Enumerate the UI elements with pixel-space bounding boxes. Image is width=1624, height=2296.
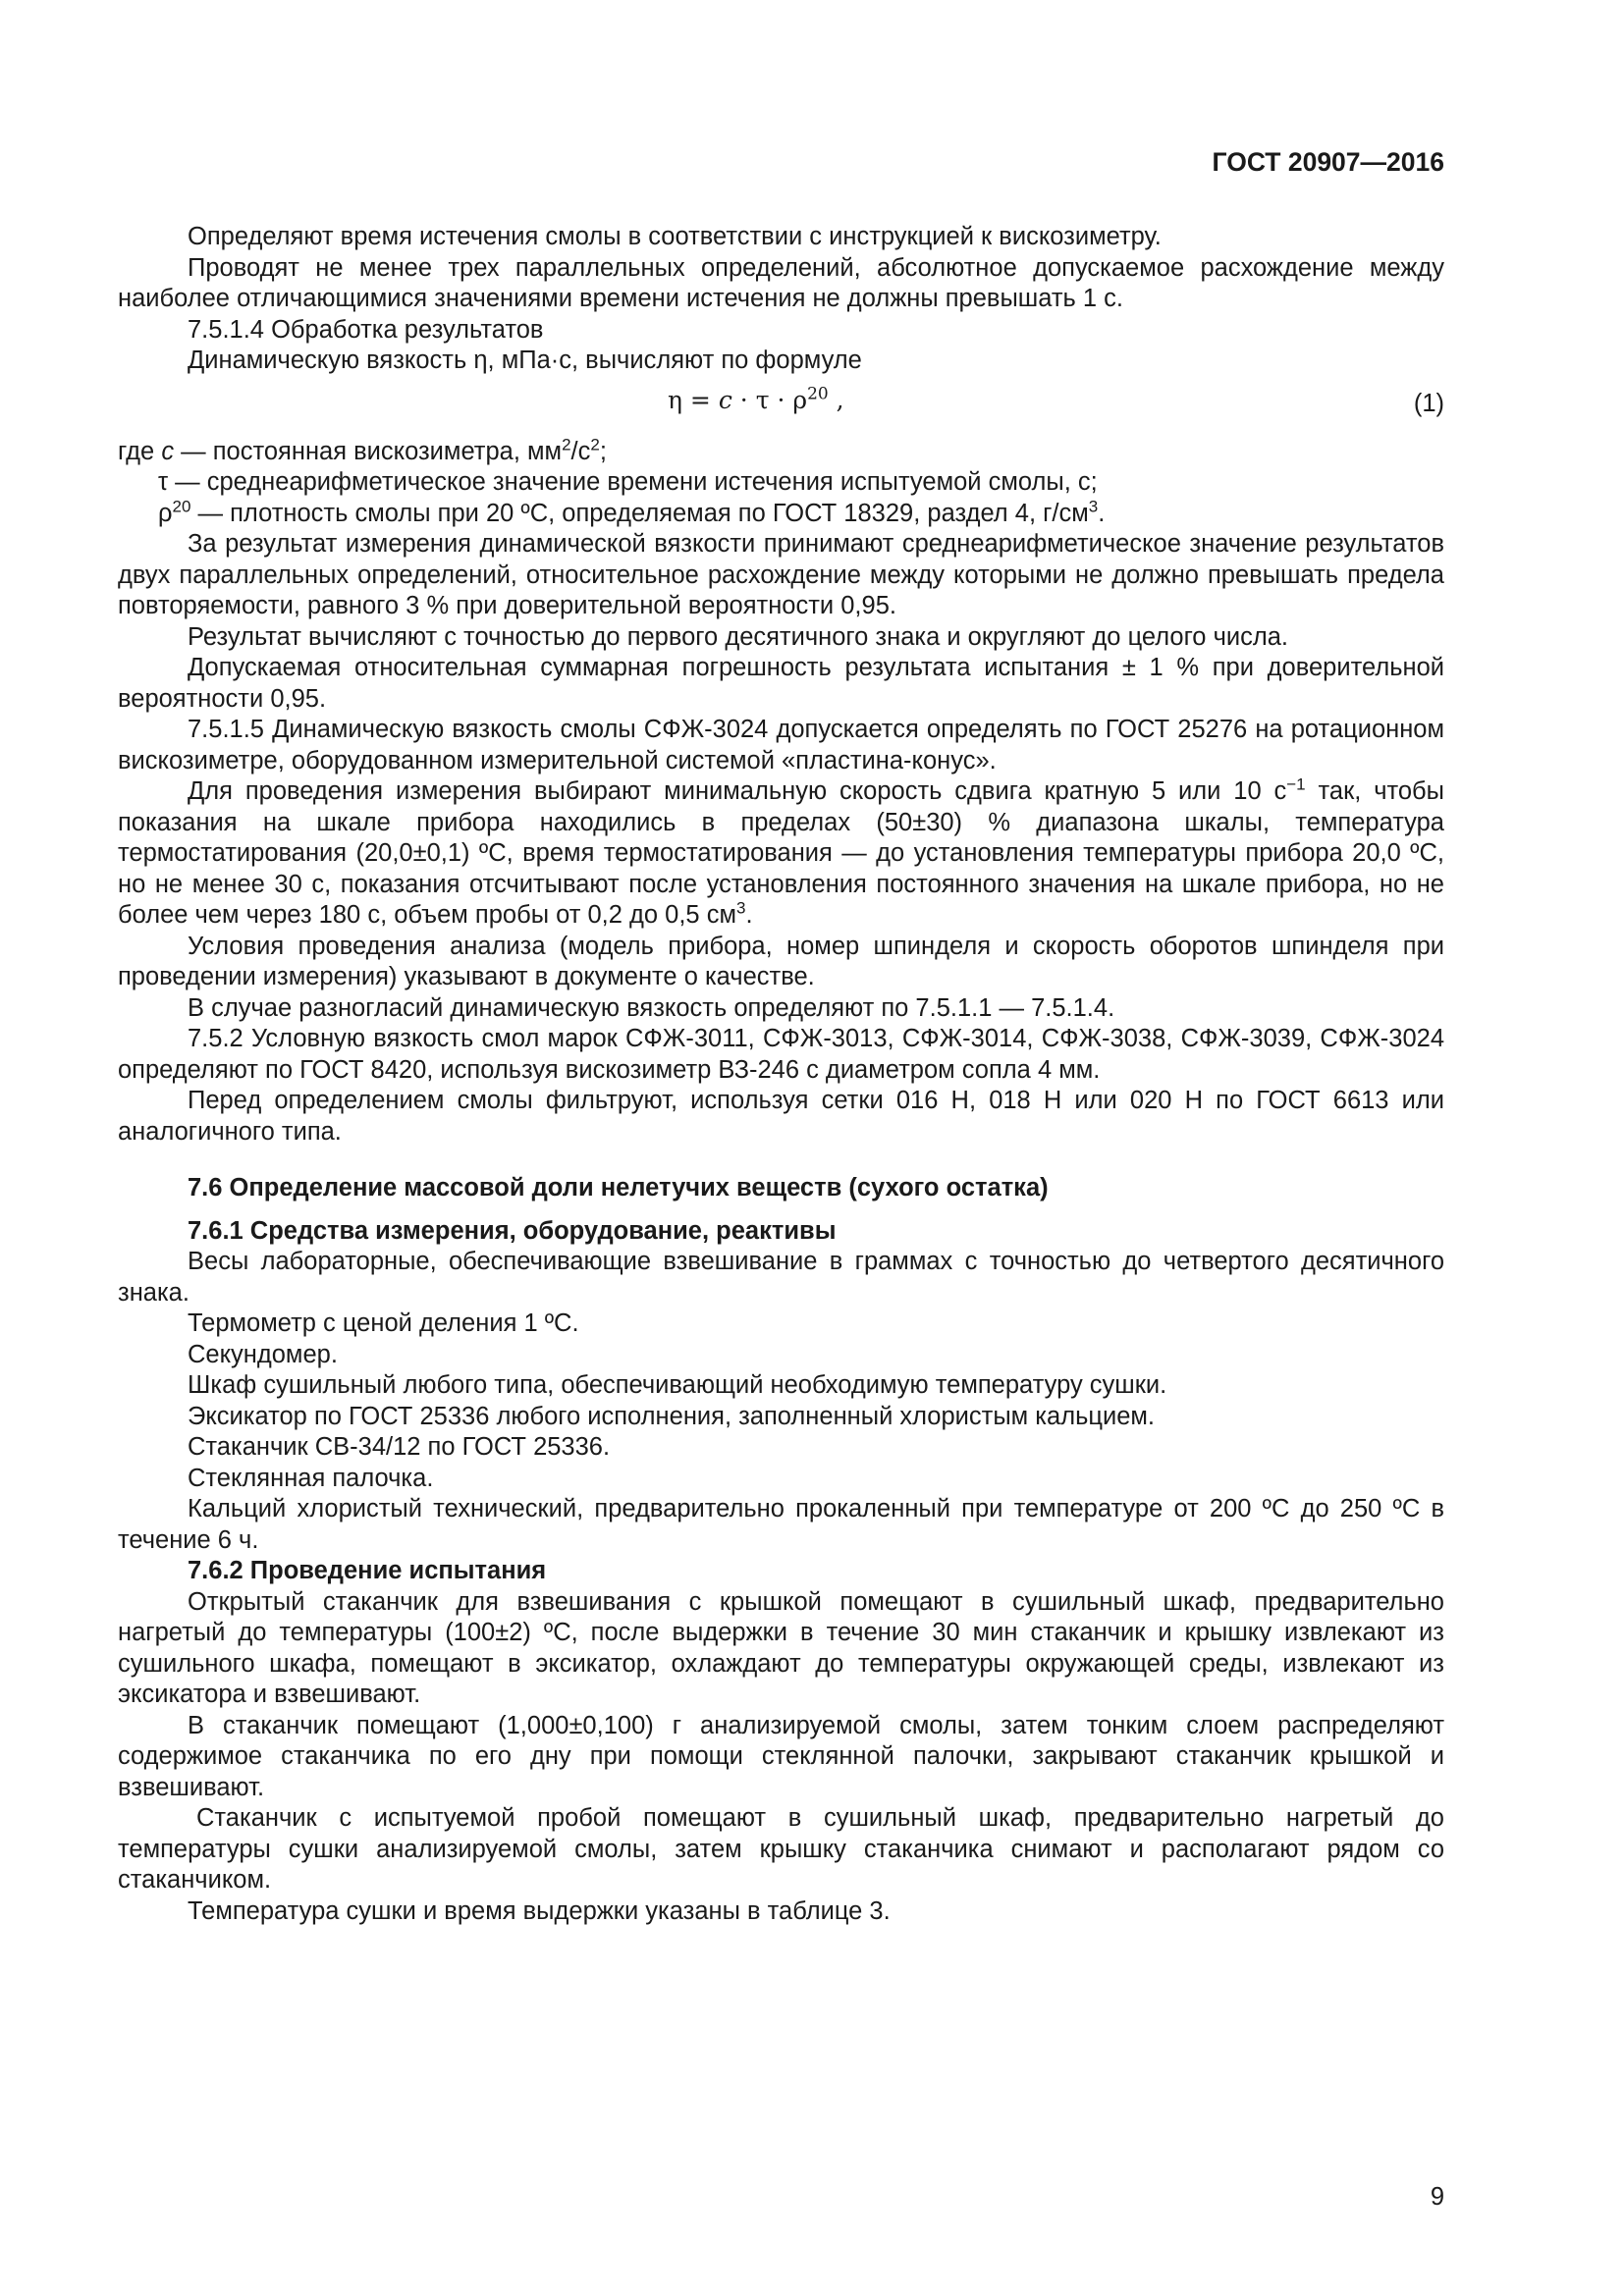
definition-c: где c — постоянная вискозиметра, $мм^2/с^2$; — [118, 435, 607, 465]
paragraph: Для проведения измерения выбирают минимальную скорость сдвига кратную 5 или 10 $с^{-1}$ так, чтобы показания на шкале прибора находились в пределах (50±30) % диапазона шкалы, температура термостатирования (20,0±0,1) ºС, время термостатирования — до установления температуры прибора 20,0 ºС, но не менее 30 с, показания отсчитывают после установления постоянного значения на шкале прибора, но не более чем через 180 с, объем пробы от 0,2 до 0,5 $см^3$. — [118, 774, 1444, 929]
subsection-heading: 7.6.1 Средства измерения, оборудование, реактивы — [188, 1216, 837, 1245]
subsection-heading: 7.6.2 Проведение испытания — [188, 1557, 547, 1584]
paragraph: Температура сушки и время выдержки указаны в таблице 3. — [188, 1896, 891, 1925]
paragraph: Эксикатор по ГОСТ 25336 любого исполнения, заполненный хлористым кальцием. — [188, 1402, 1155, 1430]
formula-number: (1) — [1413, 389, 1444, 417]
formula-c: c — [718, 385, 732, 414]
document-body — [118, 222, 1444, 1927]
clause-heading: 7.5.1.4 Обработка результатов — [188, 315, 544, 344]
paragraph: Результат вычисляют с точностью до первого десятичного знака и округляют до целого числа. — [188, 622, 1289, 651]
definition-tau: τ — среднеарифметическое значение времени истечения испытуемой смолы, с; — [158, 468, 1098, 496]
document-header: ГОСТ 20907—2016 — [1212, 147, 1444, 177]
paragraph: В стаканчик помещают (1,000±0,100) г анализируемой смолы, затем тонким слоем распределяют содержимое стаканчика по его дну при помощи стеклянной палочки, закрывают стаканчик крышкой и взвешивают. — [118, 1711, 1444, 1801]
formula-eta: η — [668, 385, 682, 414]
definition-rho: $\rho^{20}$ — плотность смолы при 20 ºС, определяемая по ГОСТ 18329, раздел 4, $г/см^3$. — [158, 497, 1106, 527]
variable-definitions — [118, 437, 1444, 530]
formula-equals: = — [681, 385, 719, 414]
paragraph: Перед определением смолы фильтруют, используя сетки 016 Н, 018 Н или 020 Н по ГОСТ 6613 или аналогичного типа. — [118, 1087, 1444, 1146]
formula-block — [118, 385, 1444, 432]
paragraph: В случае разногласий динамическую вязкость определяют по 7.5.1.1 — 7.5.1.4. — [188, 993, 1115, 1022]
paragraph: 7.5.1.5 Динамическую вязкость смолы СФЖ-3024 допускается определять по ГОСТ 25276 на ротационном вискозиметре, оборудованном измерительной системой «пластина-конус». — [118, 716, 1444, 774]
paragraph: Динамическую вязкость η, мПа·с, вычисляют по формуле — [188, 347, 862, 374]
paragraph: Шкаф сушильный любого типа, обеспечивающий необходимую температуру сушки. — [188, 1371, 1167, 1399]
paragraph: Секундомер. — [188, 1340, 338, 1368]
formula-expression — [668, 385, 844, 416]
section-heading: 7.6 Определение массовой доли нелетучих веществ (сухого остатка) — [188, 1174, 1049, 1201]
paragraph: Стеклянная палочка. — [188, 1464, 434, 1492]
formula-superscript: 20 — [807, 384, 829, 404]
paragraph: Стаканчик СВ-34/12 по ГОСТ 25336. — [188, 1433, 611, 1461]
paragraph: Весы лабораторные, обеспечивающие взвешивание в граммах с точностью до четвертого десятичного знака. — [118, 1248, 1444, 1307]
paragraph: За результат измерения динамической вязкости принимают среднеарифметическое значение результатов двух параллельных определений, относительное расхождение между которыми не должно превышать предела повторяемости, равного 3 % при доверительной вероятности 0,95. — [118, 530, 1444, 619]
paragraph: Допускаемая относительная суммарная погрешность результата испытания ± 1 % при доверительной вероятности 0,95. — [118, 654, 1444, 713]
paragraph: Проводят не менее трех параллельных определений, абсолютное допускаемое расхождение между наиболее отличающимися значениями времени истечения не должны превышать 1 с. — [118, 253, 1444, 312]
paragraph: Условия проведения анализа (модель прибора, номер шпинделя и скорость оборотов шпинделя при проведении измерения) указывают в документе о качестве. — [118, 932, 1444, 990]
paragraph: Кальций хлористый технический, предварительно прокаленный при температуре от 200 ºС до 250 ºС в течение 6 ч. — [118, 1495, 1444, 1554]
paragraph: Термометр с ценой деления 1 ºС. — [188, 1309, 579, 1337]
paragraph: Стаканчик с испытуемой пробой помещают в сушильный шкаф, предварительно нагретый до температуры сушки анализируемой смолы, затем крышку стаканчика снимают и располагают рядом со стаканчиком. — [118, 1804, 1444, 1894]
formula-dot: · — [769, 385, 793, 414]
paragraph: Открытый стаканчик для взвешивания с крышкой помещают в сушильный шкаф, предварительно нагретый до температуры (100±2) ºС, после выдержки в течение 30 мин стаканчик и крышку извлекают из сушильного шкафа, помещают в эксикатор, охлаждают до температуры окружающей среды, извлекают из эксикатора и взвешивают. — [118, 1587, 1444, 1708]
formula-comma: , — [828, 385, 844, 414]
formula-dot: · — [731, 385, 756, 414]
formula-rho: ρ — [792, 385, 808, 414]
page-number: 9 — [1430, 2183, 1444, 2211]
formula-tau: τ — [755, 385, 770, 414]
paragraph: Определяют время истечения смолы в соответствии с инструкцией к вискозиметру. — [188, 223, 1162, 250]
paragraph: 7.5.2 Условную вязкость смол марок СФЖ-3011, СФЖ-3013, СФЖ-3014, СФЖ-3038, СФЖ-3039, СФЖ-3024 определяют по ГОСТ 8420, используя вискозиметр ВЗ-246 с диаметром сопла 4 мм. — [118, 1025, 1444, 1084]
